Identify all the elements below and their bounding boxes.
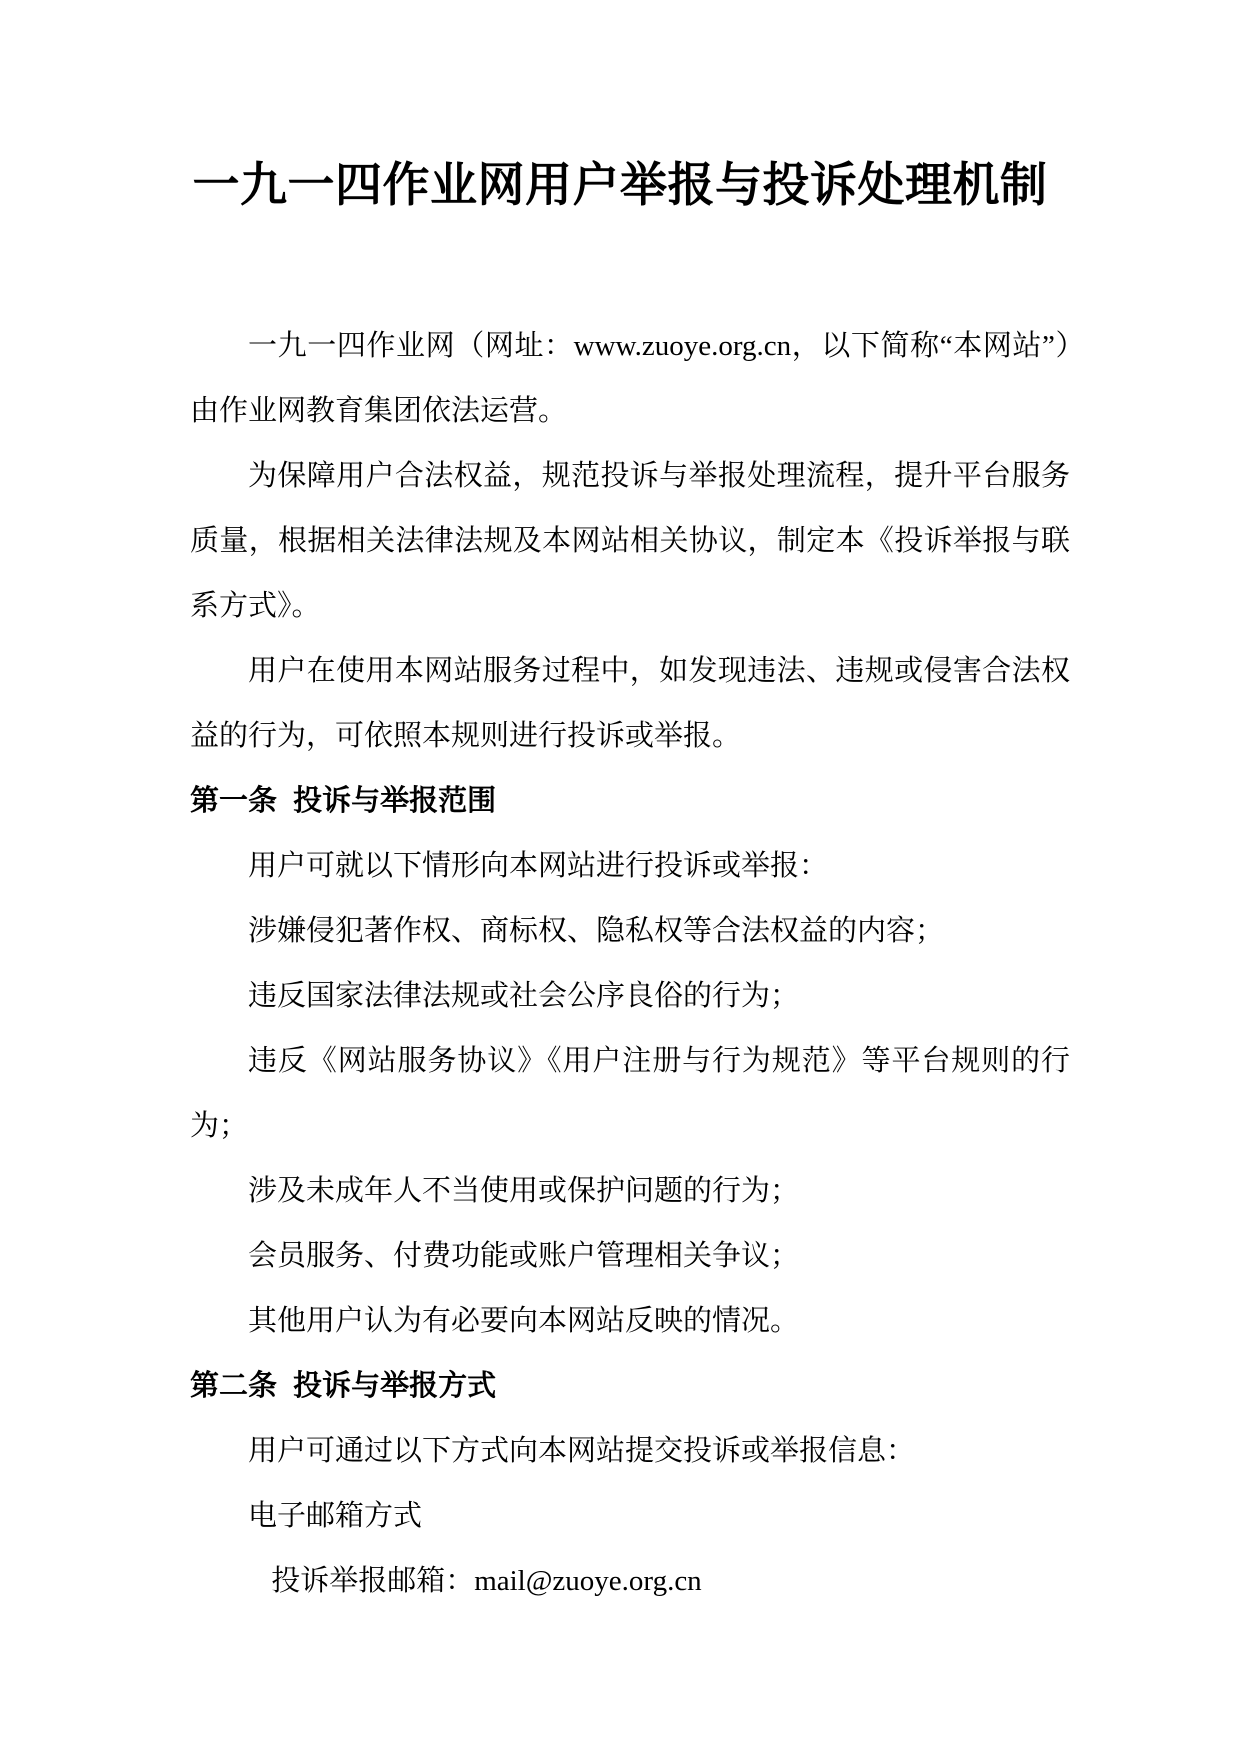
paragraph: 用户在使用本网站服务过程中，如发现违法、违规或侵害合法权益的行为，可依照本规则进行投诉或举报。 (190, 655, 1070, 752)
document-title: 一九一四作业网用户举报与投诉处理机制 (192, 160, 1048, 212)
paragraph: 投诉举报邮箱：mail@zuoye.org.cn (271, 1565, 702, 1597)
document-body (190, 314, 1070, 1614)
paragraph: 违反国家法律法规或社会公序良俗的行为； (248, 980, 800, 1012)
paragraph: 用户可就以下情形向本网站进行投诉或举报： (248, 850, 829, 882)
paragraph: 其他用户认为有必要向本网站反映的情况。 (248, 1305, 800, 1337)
paragraph: 用户可通过以下方式向本网站提交投诉或举报信息： (248, 1435, 916, 1467)
paragraph: 涉及未成年人不当使用或保护问题的行为； (248, 1175, 800, 1207)
paragraph: 一九一四作业网（网址：www.zuoye.org.cn，以下简称“本网站”）由作业网教育集团依法运营。 (190, 330, 1070, 427)
paragraph: 违反《网站服务协议》《用户注册与行为规范》等平台规则的行为； (190, 1045, 1070, 1142)
paragraph: 会员服务、付费功能或账户管理相关争议； (248, 1240, 800, 1272)
paragraph: 为保障用户合法权益，规范投诉与举报处理流程，提升平台服务质量，根据相关法律法规及本网站相关协议，制定本《投诉举报与联系方式》。 (190, 460, 1070, 622)
paragraph: 电子邮箱方式 (248, 1500, 423, 1532)
section-heading: 第二条 投诉与举报方式 (190, 1370, 497, 1402)
section-heading: 第一条 投诉与举报范围 (190, 785, 497, 817)
paragraph: 涉嫌侵犯著作权、商标权、隐私权等合法权益的内容； (248, 915, 945, 947)
